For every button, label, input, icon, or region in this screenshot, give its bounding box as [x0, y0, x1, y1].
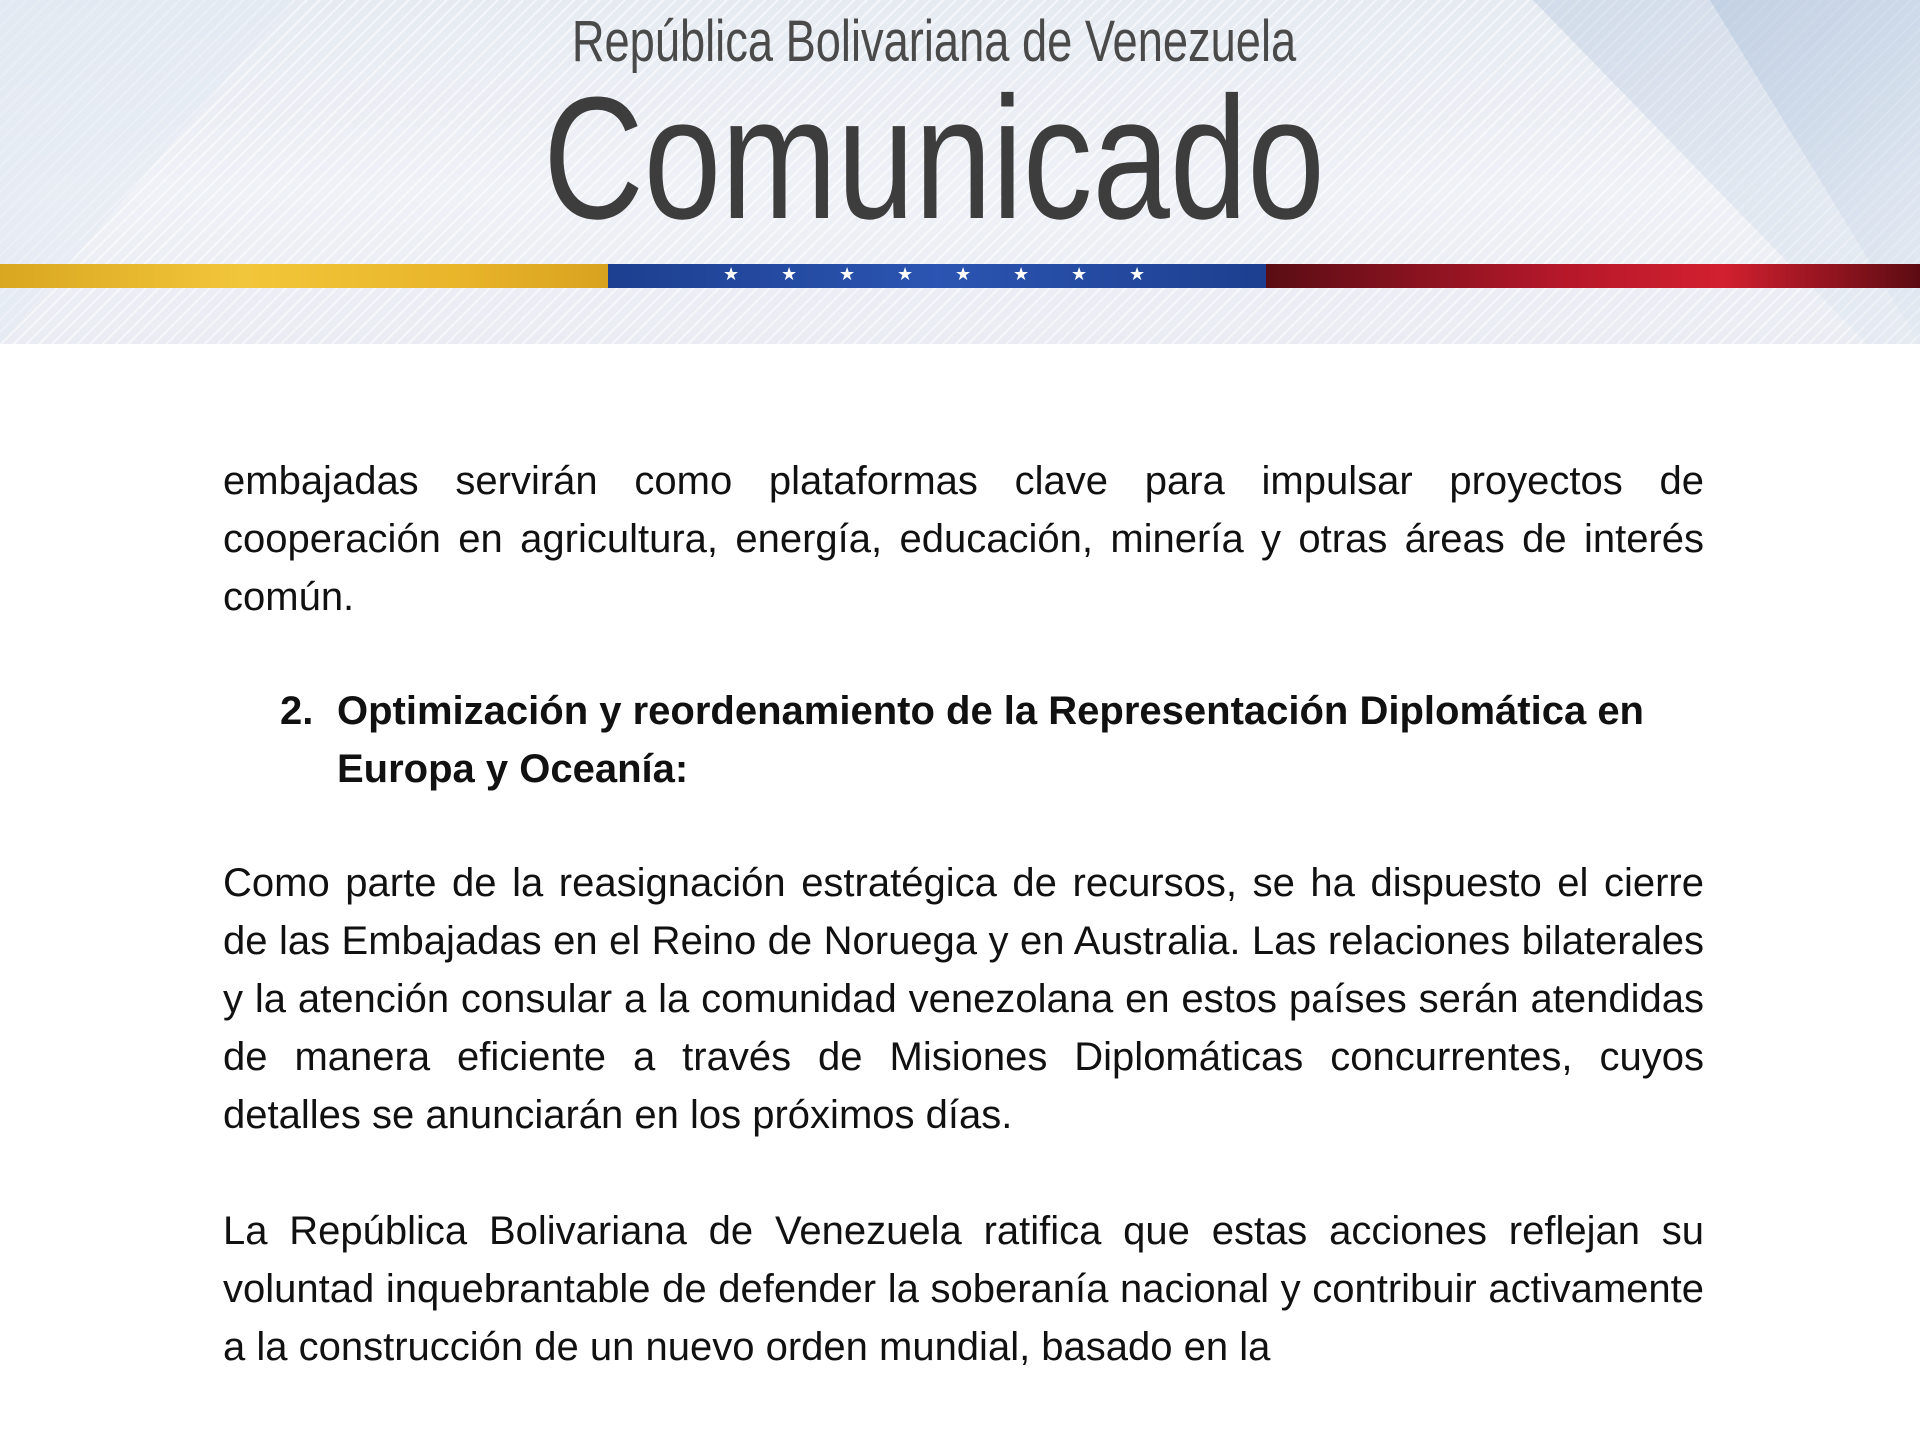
header-subtitle: República Bolivariana de Venezuela: [571, 9, 1297, 74]
star-icon: ★: [1013, 264, 1030, 285]
star-icon: ★: [1071, 264, 1088, 285]
star-icon: ★: [897, 264, 914, 285]
paragraph-1: embajadas servirán como plataformas clave para impulsar proyectos de cooperación en agricultura, energía, educación, minería y otras áreas de interés común.: [223, 459, 1704, 619]
stripe-yellow: [0, 264, 608, 288]
flag-stripe: [0, 264, 1920, 288]
paragraph-3: La República Bolivariana de Venezuela ratifica que estas acciones reflejan su voluntad inquebrantable de defender la soberanía nacional y contribuir activamente a la construcción de un nuevo orden mundial, basado en la: [223, 1209, 1704, 1369]
header-banner: [0, 0, 1920, 344]
section-number: 2.: [280, 689, 314, 733]
section-heading: [223, 682, 1704, 798]
stripe-blue: [608, 264, 1266, 288]
header-title: Comunicado: [543, 60, 1325, 255]
star-icon: ★: [955, 264, 972, 285]
paragraph-2: Como parte de la reasignación estratégica de recursos, se ha dispuesto el cierre de las Embajadas en el Reino de Noruega y en Australia. Las relaciones bilaterales y la atención consular a la comunidad venezolana en estos países serán atendidas de manera eficiente a través de Misiones Diplomáticas concurrentes, cuyos detalles se anunciarán en los próximos días.: [223, 861, 1704, 1137]
star-icon: ★: [781, 264, 798, 285]
section-title: Optimización y reordenamiento de la Representación Diplomática en Europa y Oceanía:: [337, 689, 1644, 791]
star-icon: ★: [839, 264, 856, 285]
star-icon: ★: [1129, 264, 1146, 285]
star-icon: ★: [723, 264, 740, 285]
document-body: [223, 452, 1704, 1376]
stripe-red: [1266, 264, 1920, 288]
